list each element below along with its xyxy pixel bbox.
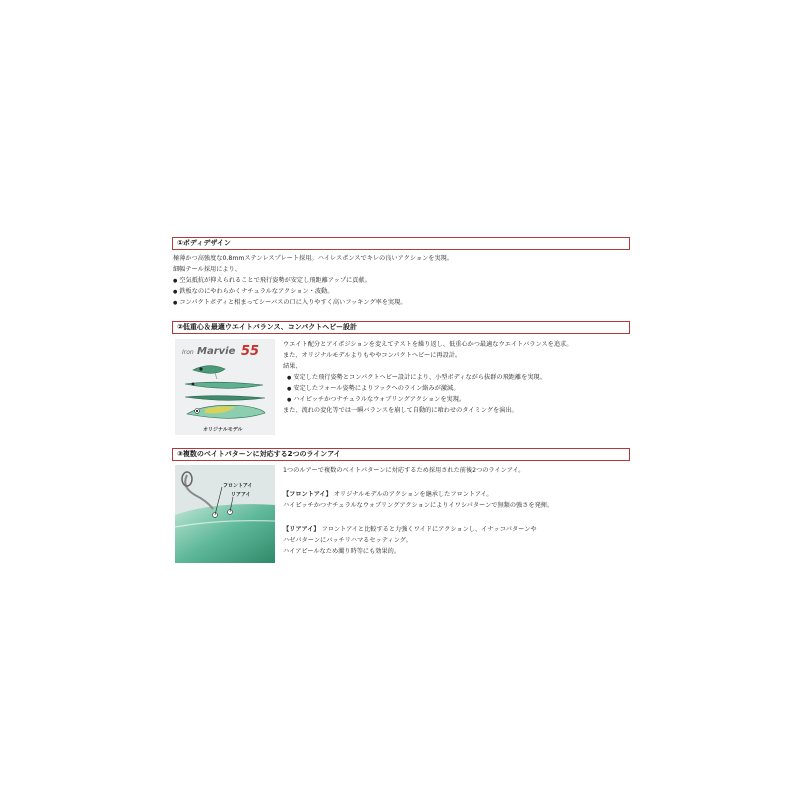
front-eye-label: フロントアイ [223,483,253,489]
section-1-heading: ①ボディデザイン [172,237,630,250]
logo-prefix: Iron [182,349,194,356]
section-3-heading: ③複数のベイトパターンに対応する2つのラインアイ [172,448,630,461]
s3-rear-line-1 [283,525,537,536]
s3-intro: 1つのルアーで複数のベイトパターンに対応するため採用された前後2つのラインアイ。 [283,467,525,474]
section-2-heading: ②低重心＆最適ウエイトバランス、コンパクトヘビー設計 [172,321,630,334]
lure-lineup-image [175,339,275,435]
lure-1 [193,366,225,374]
rear-eye-title: 【リアアイ】 [283,526,320,533]
rear-eye-text-1: フロントアイと比較すると力強くワイドにアクションし、イナッコパターンや [321,526,537,533]
original-model-caption: オリジナルモデル [203,427,243,433]
s2-line-2: また、オリジナルモデルよりもややコンパクトヘビーに再設計。 [283,352,462,359]
lure-body [175,504,275,563]
s2-bullet-1: ● 安定した飛行姿勢とコンパクトヘビー設計により、小型ボディながら抜群の飛距離を実現。 [287,373,546,384]
s3-rear-line-3: ハイアピールなため濁り時等にも効果的。 [283,548,401,555]
s1-bullet-3: ● コンパクトボディと相まってシーバスの口に入りやすく高いフッキング率を実現。 [173,298,406,309]
line-eye-image [175,465,275,563]
s1-bullet-1: ● 空気抵抗が抑えられることで飛行姿勢が安定し飛距離アップに貢献。 [173,276,371,287]
lure-2 [185,382,263,388]
front-eye-title: 【フロントアイ】 [283,491,332,498]
logo-number: 55 [241,344,260,359]
s2-bullet-3: ● ハイピッチかつナチュラルなウォブリングアクションを実現。 [287,395,465,406]
s2-line-3: 結果、 [283,363,302,370]
s1-line-1: 極薄かつ高強度な0.8mmステンレスプレート採用。ハイレスポンスでキレの良いアクションを実現。 [173,255,454,262]
logo-name: Marvie [197,346,236,357]
s3-front-line-2: ハイピッチかつナチュラルなウォブリングアクションによりイワシパターンで無類の強さを発揮。 [283,502,554,509]
s2-bullet-2: ● 安定したフォール姿勢によりフックへのライン絡みが激減。 [287,384,459,395]
s2-tail: また、流れの変化等では一瞬バランスを崩して自動的に喰わせのタイミングを演出。 [283,407,518,414]
line-eye-illustration [175,465,275,563]
s1-bullet-2: ● 鉄板なのにやわらかくナチュラルなアクション・波動。 [173,287,333,298]
lure-3 [185,396,265,401]
lure-lineup-illustration [175,339,275,435]
s2-line-1: ウエイト配分とアイポジションを変えてテストを繰り返し、低重心かつ最適なウエイトバランスを追求。 [283,341,573,348]
rear-eye-label: リアアイ [231,492,251,498]
s3-rear-line-2: ハゼパターンにバッチリハマるセッティング。 [283,537,412,544]
front-eye-text-1: オリジナルモデルのアクションを継承したフロントアイ。 [333,491,493,498]
s3-front-line-1 [283,490,492,501]
s1-line-2: 細幅テール採用により、 [173,266,241,273]
